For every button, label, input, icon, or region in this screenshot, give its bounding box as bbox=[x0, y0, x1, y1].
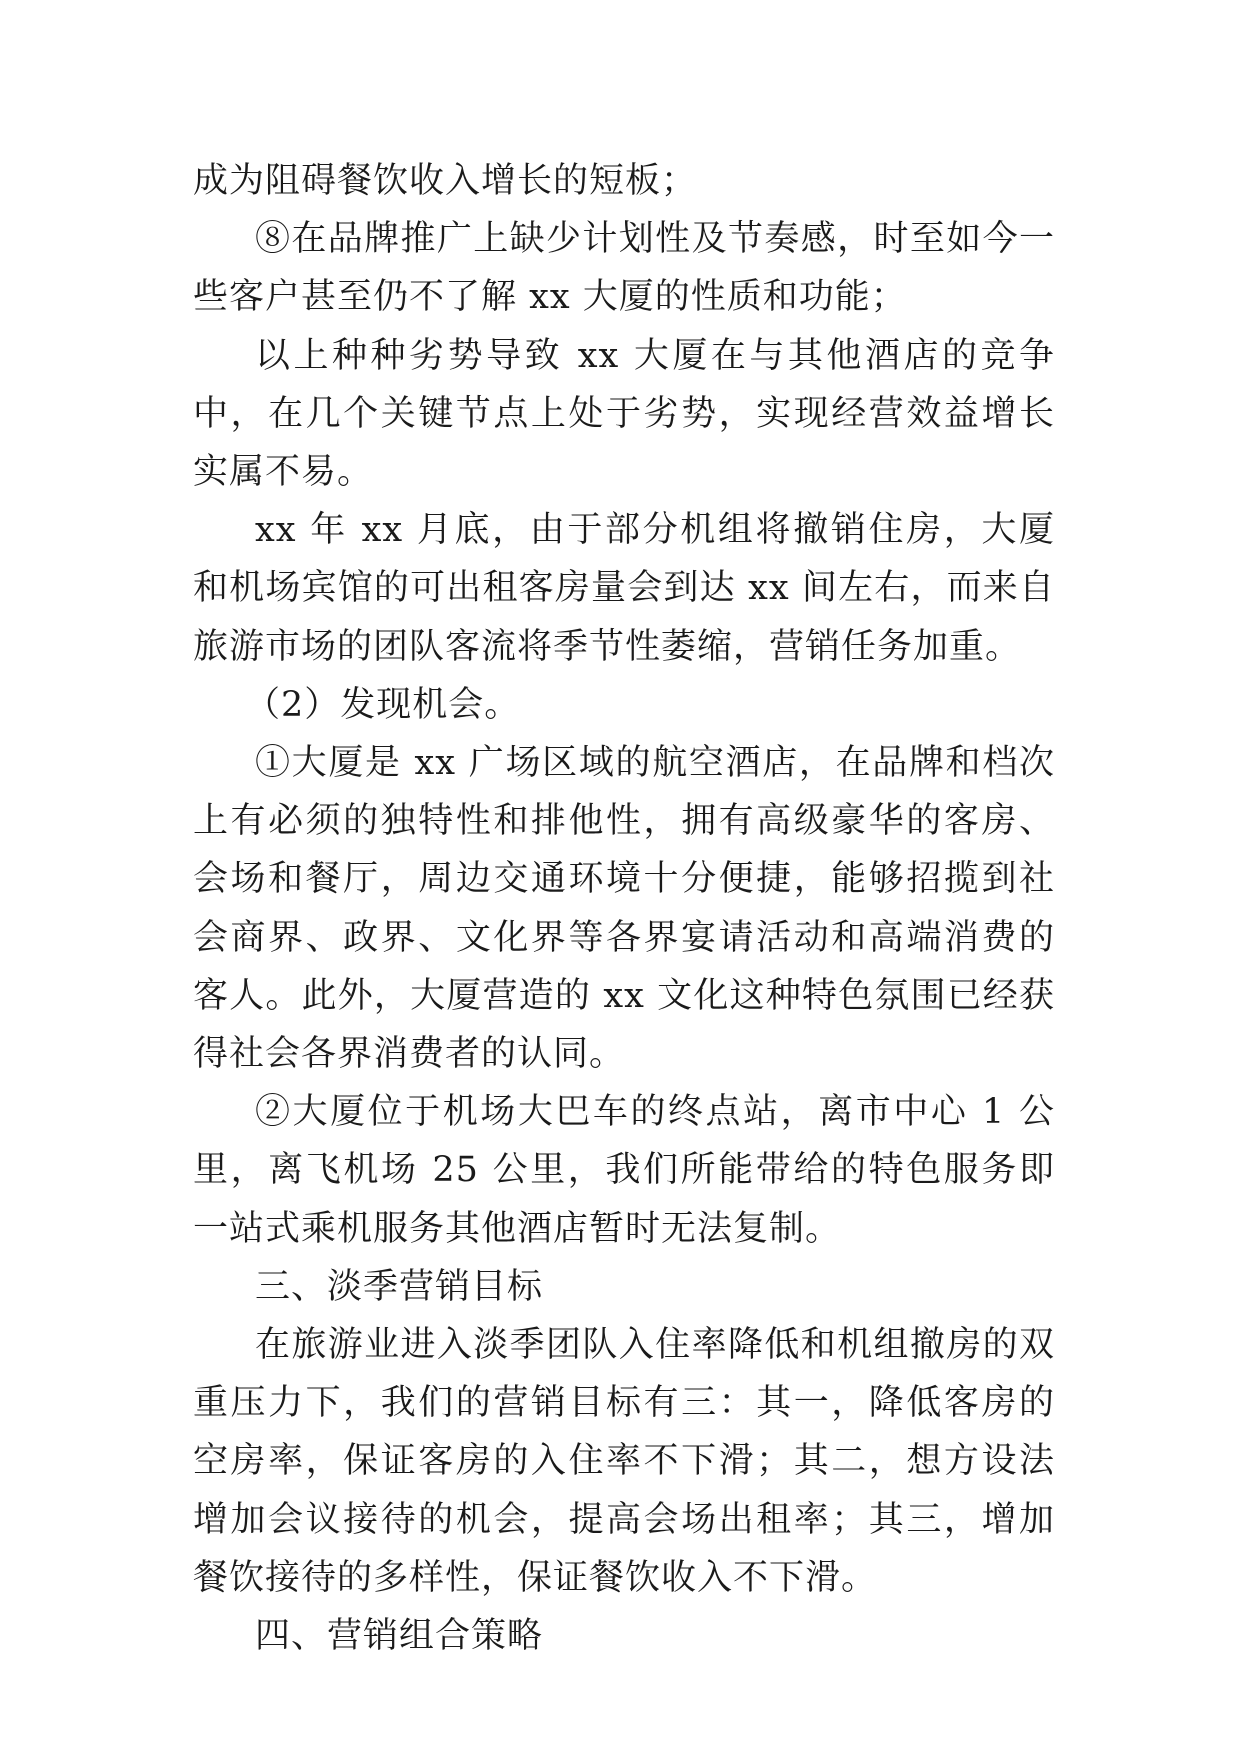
paragraph-situation: xx 年 xx 月底，由于部分机组将撤销住房，大厦和机场宾馆的可出租客房量会到达 xx 间左右，而来自旅游市场的团队客流将季节性萎缩，营销任务加重。 bbox=[193, 510, 1055, 667]
subheading-opportunities: （2）发现机会。 bbox=[245, 684, 521, 725]
paragraph-goals: 在旅游业进入淡季团队入住率降低和机组撤房的双重压力下，我们的营销目标有三：其一，降低客房的空房率，保证客房的入住率不下滑；其二，想方设法增加会议接待的机会，提高会场出租率；其三，增加餐饮接待的多样性，保证餐饮收入不下滑。 bbox=[193, 1325, 1055, 1598]
paragraph-opportunity-1: ①大厦是 xx 广场区域的航空酒店，在品牌和档次上有必须的独特性和排他性，拥有高级豪华的客房、会场和餐厅，周边交通环境十分便捷，能够招揽到社会商界、政界、文化界等各界宴请活动和高端消费的客人。此外，大厦营造的 xx 文化这种特色氛围已经获得社会各界消费者的认同。 bbox=[193, 743, 1055, 1075]
document-body bbox=[193, 152, 1055, 1665]
section-heading-goals: 三、淡季营销目标 bbox=[255, 1266, 544, 1307]
paragraph-weakness-summary: 以上种种劣势导致 xx 大厦在与其他酒店的竞争中，在几个关键节点上处于劣势，实现经营效益增长实属不易。 bbox=[193, 335, 1055, 493]
paragraph-opportunity-2: ②大厦位于机场大巴车的终点站，离市中心 1 公里，离飞机场 25 公里，我们所能带给的特色服务即一站式乘机服务其他酒店暂时无法复制。 bbox=[193, 1092, 1055, 1249]
section-heading-strategy: 四、营销组合策略 bbox=[255, 1616, 544, 1657]
paragraph-weakness-8: ⑧在品牌推广上缺少计划性及节奏感，时至如今一些客户甚至仍不了解 xx 大厦的性质和功能； bbox=[193, 219, 1055, 318]
paragraph-continuation: 成为阻碍餐饮收入增长的短板； bbox=[193, 161, 698, 201]
